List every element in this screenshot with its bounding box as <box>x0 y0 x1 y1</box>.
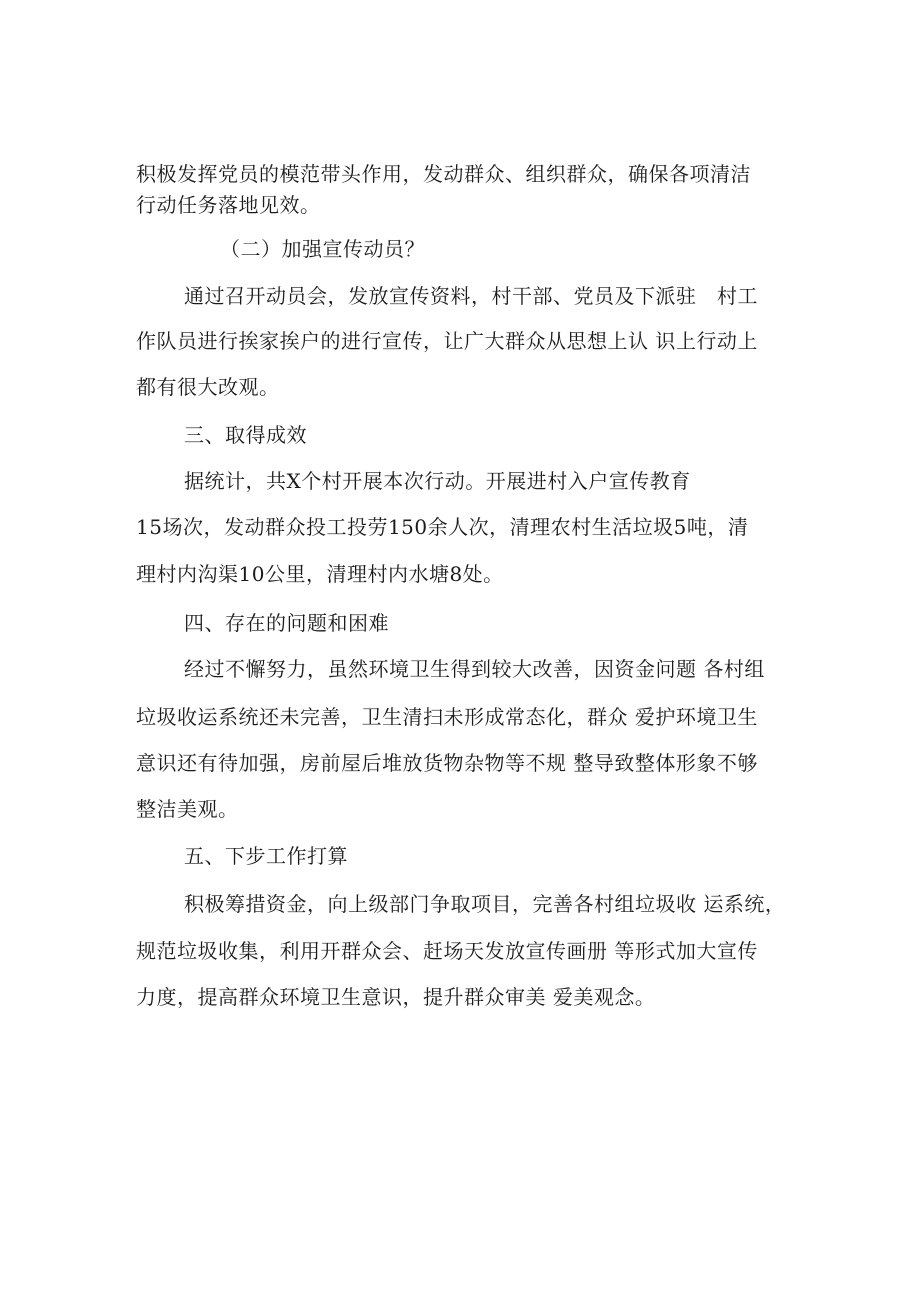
paragraph-line: 作队员进行挨家挨户的进行宣传，让广大群众从思想上认 识上行动上 <box>136 329 758 353</box>
paragraph-line: 通过召开动员会，发放宣传资料，村干部、党员及下派驻 村工 <box>184 284 758 308</box>
paragraph-line: 力度，提高群众环境卫生意识，提升群众审美 爱美观念。 <box>136 985 656 1009</box>
section-heading: 五、下步工作打算 <box>184 844 348 868</box>
section-heading: 四、存在的问题和困难 <box>184 611 389 635</box>
paragraph-line: 经过不懈努力，虽然环境卫生得到较大改善，因资金问题 各村组 <box>184 657 765 681</box>
paragraph-line: 理村内沟渠10公里，清理村内水塘8处。 <box>136 562 504 586</box>
paragraph-line: 整洁美观。 <box>136 797 239 821</box>
paragraph-line: 行动任务落地见效。 <box>136 193 321 217</box>
paragraph-line: 积极发挥党员的模范带头作用，发动群众、组织群众，确保各项清洁 <box>136 162 751 186</box>
paragraph-line: 积极筹措资金，向上级部门争取项目，完善各村组垃圾收 运系统， <box>184 892 786 916</box>
section-heading: 三、取得成效 <box>184 423 307 447</box>
paragraph-line: 都有很大改观。 <box>136 375 280 399</box>
section-heading: （二）加强宣传动员？ <box>220 237 425 261</box>
paragraph-line: 15场次，发动群众投工投劳150余人次，清理农村生活垃圾5吨，清 <box>136 515 749 539</box>
paragraph-line: 据统计，共X个村开展本次行动。开展进村入户宣传教育 <box>184 469 691 493</box>
paragraph-line: 意识还有待加强，房前屋后堆放货物杂物等不规 整导致整体形象不够 <box>136 751 758 775</box>
paragraph-line: 规范垃圾收集，利用开群众会、赶场天发放宣传画册 等形式加大宣传 <box>136 939 758 963</box>
paragraph-line: 垃圾收运系统还未完善，卫生清扫未形成常态化，群众 爱护环境卫生 <box>136 705 758 729</box>
